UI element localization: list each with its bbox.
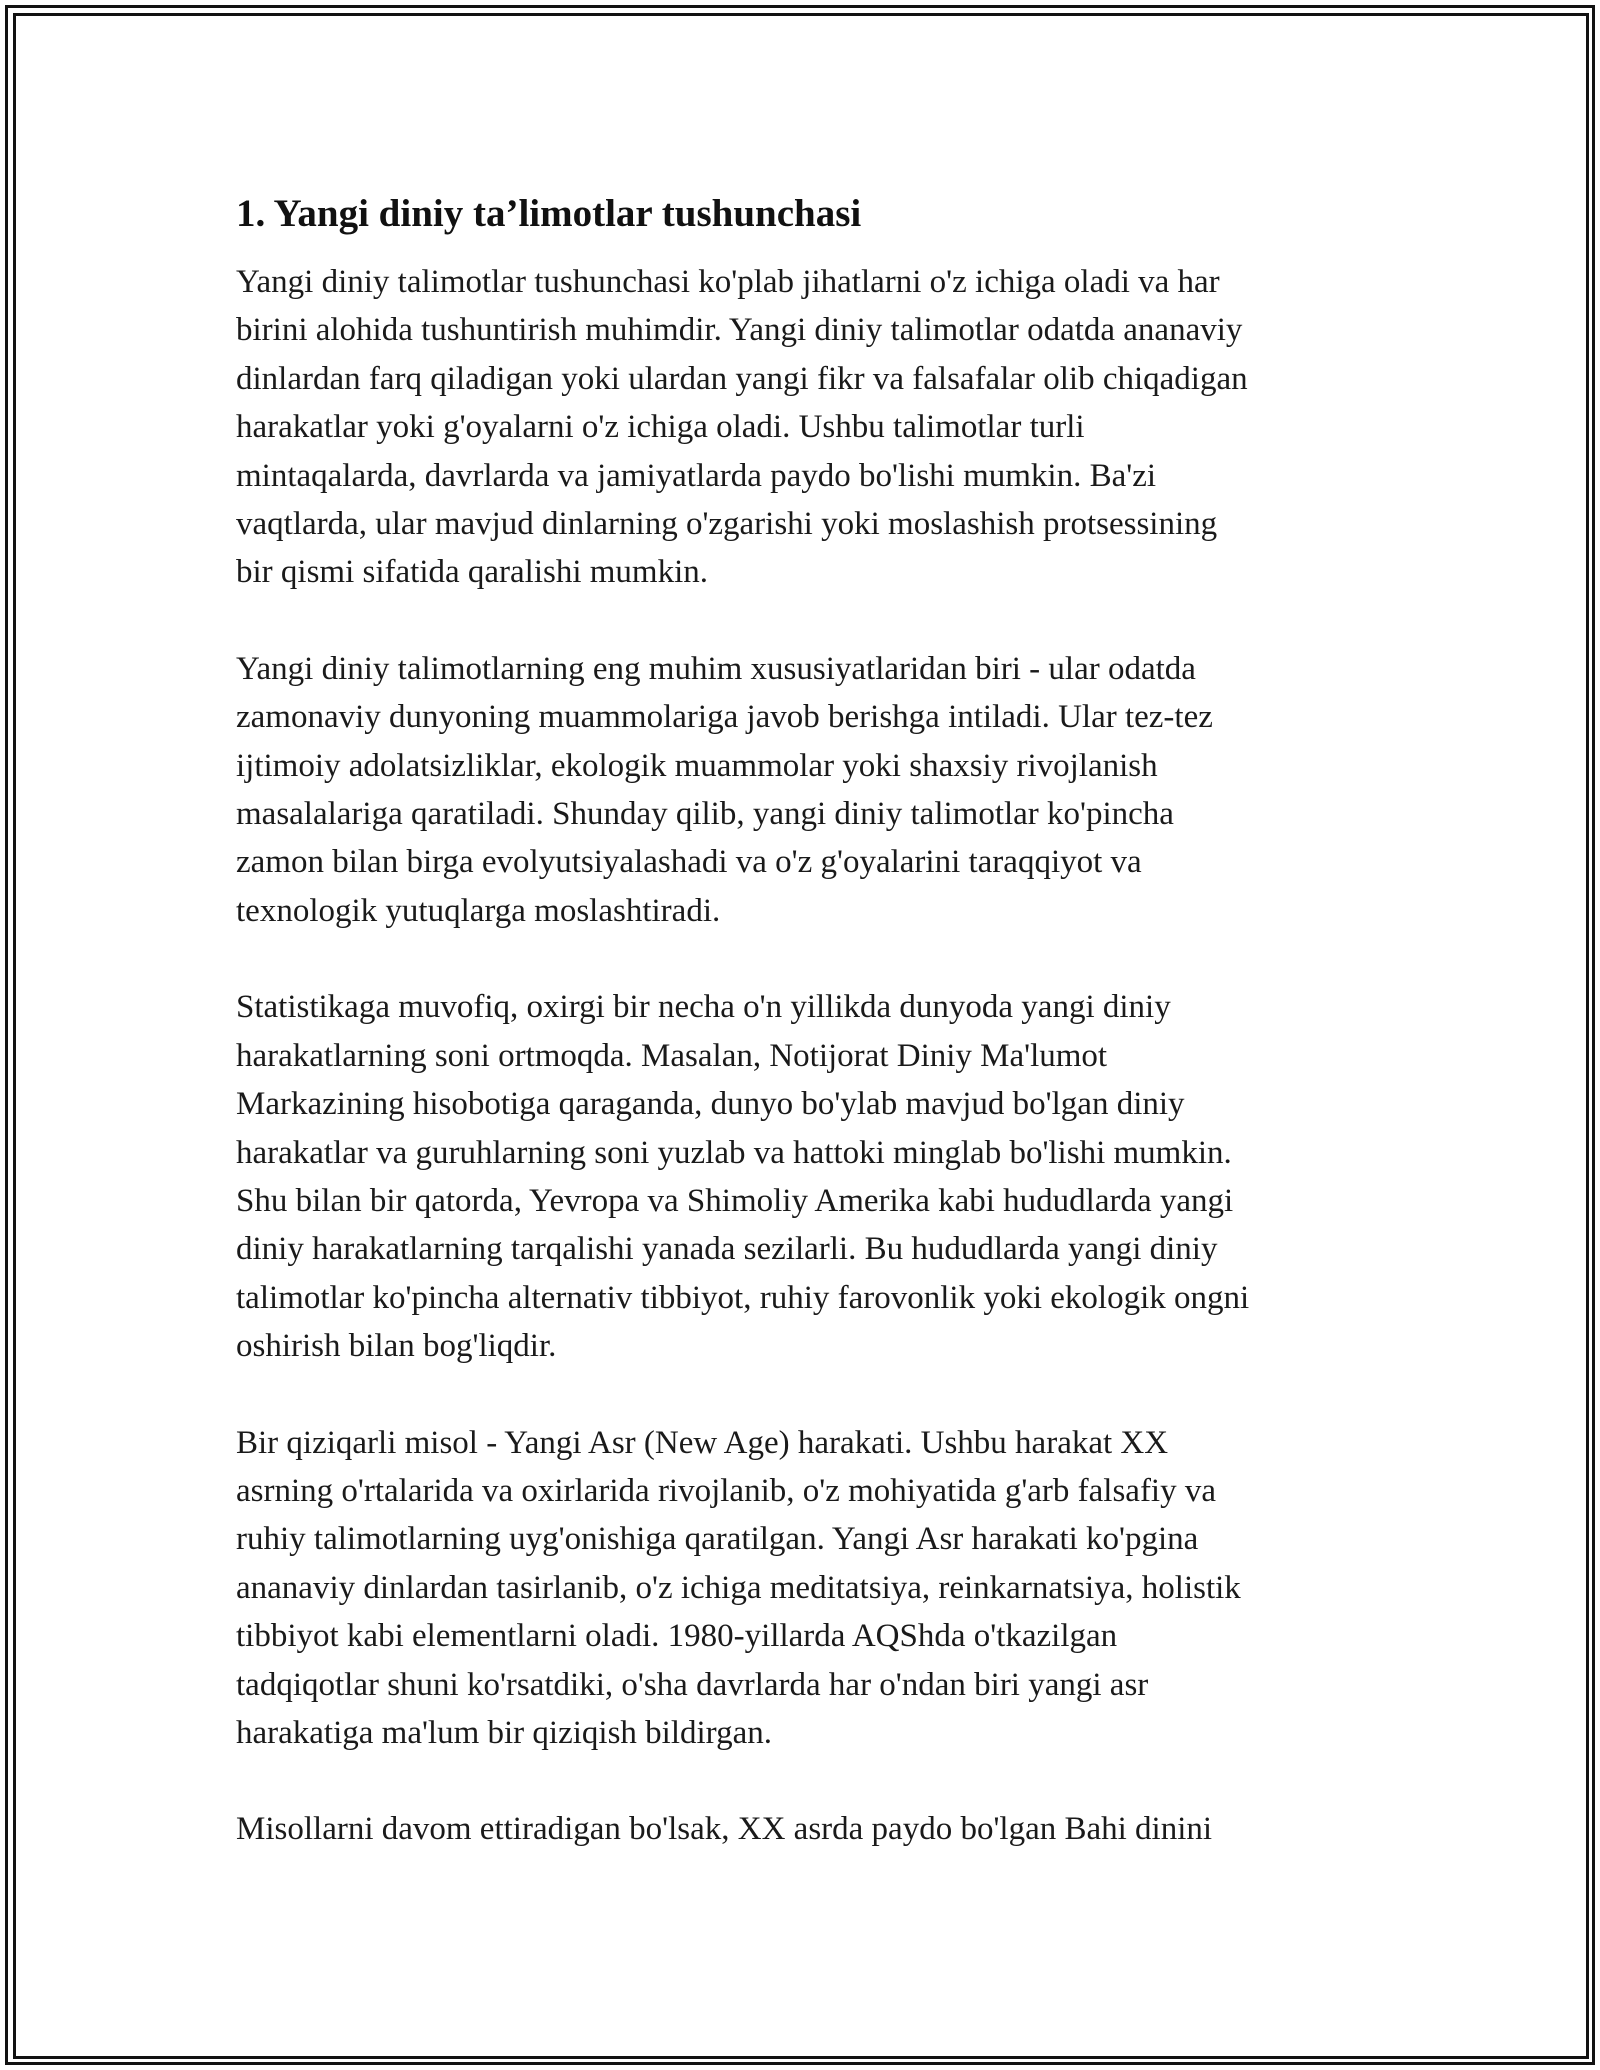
text-line: masalalariga qaratiladi. Shunday qilib, yangi diniy talimotlar ko'pincha <box>236 796 1174 833</box>
text-line: ijtimoiy adolatsizliklar, ekologik muammolar yoki shaxsiy rivojlanish <box>236 747 1158 784</box>
text-line: oshirish bilan bog'liqdir. <box>236 1328 557 1365</box>
text-line: mintaqalarda, davrlarda va jamiyatlarda paydo bo'lishi mumkin. Ba'zi <box>236 457 1157 494</box>
text-line: diniy harakatlarning tarqalishi yanada sezilarli. Bu hududlarda yangi diniy <box>236 1231 1218 1268</box>
text-line: harakatiga ma'lum bir qiziqish bildirgan. <box>236 1714 772 1751</box>
text-line: asrning o'rtalarida va oxirlarida rivojlanib, o'z mohiyatida g'arb falsafiy va <box>236 1472 1216 1509</box>
text-line: talimotlar ko'pincha alternativ tibbiyot, ruhiy farovonlik yoki ekologik ongni <box>236 1279 1250 1316</box>
text-line: ruhiy talimotlarning uyg'onishiga qaratilgan. Yangi Asr harakati ko'pgina <box>236 1521 1199 1558</box>
document-body <box>236 188 1370 1902</box>
paragraph-4 <box>236 1419 1370 1758</box>
text-line: Yangi diniy talimotlar tushunchasi ko'plab jihatlarni o'z ichiga oladi va har <box>236 264 1220 300</box>
paragraph-5 <box>236 1805 1370 1853</box>
text-line: texnologik yutuqlarga moslashtiradi. <box>236 892 721 929</box>
text-line: Statistikaga muvofiq, oxirgi bir necha o'n yillikda dunyoda yangi diniy <box>236 989 1171 1026</box>
text-line: Bir qiziqarli misol - Yangi Asr (New Age) harakati. Ushbu harakat XX <box>236 1424 1169 1461</box>
text-line: ananaviy dinlardan tasirlanib, o'z ichiga meditatsiya, reinkarnatsiya, holistik <box>236 1569 1241 1606</box>
text-line: bir qismi sifatida qaralishi mumkin. <box>236 554 709 591</box>
text-line: birini alohida tushuntirish muhimdir. Yangi diniy talimotlar odatda ananaviy <box>236 312 1243 349</box>
paragraph-2 <box>236 645 1370 935</box>
text-line: Yangi diniy talimotlarning eng muhim xususiyatlaridan biri - ular odatda <box>236 650 1196 687</box>
paragraph-3 <box>236 983 1370 1370</box>
text-line: Misollarni davom ettiradigan bo'lsak, XX asrda paydo bo'lgan Bahi dinini <box>236 1811 1213 1848</box>
text-line: dinlardan farq qiladigan yoki ulardan yangi fikr va falsafalar olib chiqadigan <box>236 360 1248 397</box>
paragraph-1 <box>236 258 1370 597</box>
text-line: zamonaviy dunyoning muammolariga javob berishga intiladi. Ular tez-tez <box>236 699 1213 736</box>
text-line: Markazining hisobotiga qaraganda, dunyo bo'ylab mavjud bo'lgan diniy <box>236 1086 1185 1123</box>
section-heading: 1. Yangi diniy ta’limotlar tushunchasi <box>236 192 862 235</box>
text-line: vaqtlarda, ular mavjud dinlarning o'zgarishi yoki moslashish protsessining <box>236 506 1218 543</box>
text-line: harakatlar va guruhlarning soni yuzlab va hattoki minglab bo'lishi mumkin. <box>236 1134 1232 1171</box>
text-line: tadqiqotlar shuni ko'rsatdiki, o'sha davrlarda har o'ndan biri yangi asr <box>236 1666 1149 1703</box>
text-line: harakatlar yoki g'oyalarni o'z ichiga oladi. Ushbu talimotlar turli <box>236 409 1085 446</box>
text-line: Shu bilan bir qatorda, Yevropa va Shimoliy Amerika kabi hududlarda yangi <box>236 1182 1234 1219</box>
text-line: zamon bilan birga evolyutsiyalashadi va o'z g'oyalarini taraqqiyot va <box>236 844 1142 881</box>
text-line: harakatlarning soni ortmoqda. Masalan, Notijorat Diniy Ma'lumot <box>236 1037 1108 1074</box>
text-line: tibbiyot kabi elementlarni oladi. 1980-yillarda AQShda o'tkazilgan <box>236 1618 1118 1655</box>
